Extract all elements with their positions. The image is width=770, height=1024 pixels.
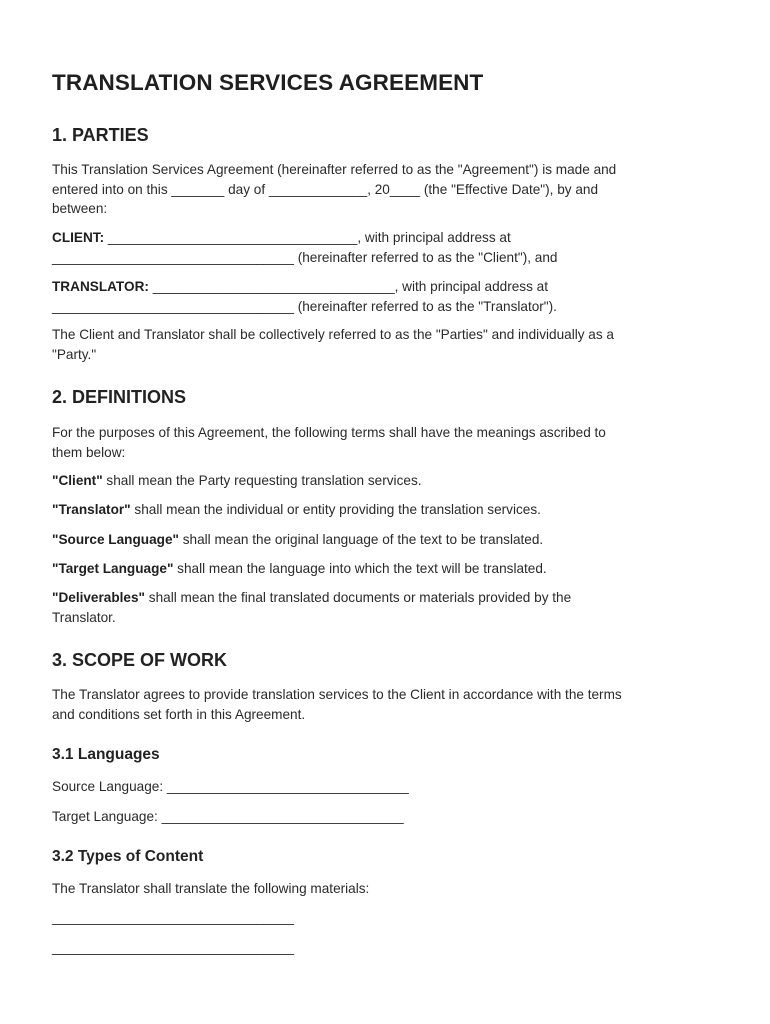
client-paragraph	[52, 228, 712, 267]
parties-intro-paragraph	[52, 160, 712, 219]
subsection-3-2-heading: 3.2 Types of Content	[52, 848, 204, 865]
definition-translator	[52, 500, 712, 520]
target-language-line: Target Language: ________________________________	[52, 809, 404, 824]
content-intro-paragraph	[52, 879, 712, 899]
scope-intro-paragraph	[52, 685, 712, 724]
definition-term: "Source Language"	[52, 532, 179, 547]
parties-line: "Party."	[52, 346, 97, 362]
definition-text-line-2: Translator.	[52, 609, 116, 625]
section-2-heading: 2. DEFINITIONS	[52, 387, 187, 407]
source-language-line: Source Language: ________________________________	[52, 779, 409, 794]
definition-client	[52, 471, 712, 491]
blank-line: ________________________________	[52, 910, 294, 925]
definitions-intro-paragraph	[52, 423, 712, 462]
definition-deliverables	[52, 588, 712, 627]
definition-term: "Client"	[52, 473, 103, 488]
parties-intro-line: entered into on this _______ day of _____________, 20____ (the "Effective Date"), by and	[52, 181, 599, 197]
definitions-intro-line: For the purposes of this Agreement, the following terms shall have the meanings ascribed to	[52, 425, 606, 440]
parties-definition-paragraph	[52, 325, 712, 364]
translator-line-rest: ________________________________, with principal address at	[148, 279, 549, 294]
source-language-field	[52, 777, 712, 797]
subsection-3-1-heading: 3.1 Languages	[52, 746, 160, 763]
blank-line: ________________________________	[52, 940, 294, 955]
definition-term: "Deliverables"	[52, 590, 145, 605]
definition-source-language	[52, 530, 712, 550]
scope-intro-line: The Translator agrees to provide translation services to the Client in accordance with the terms	[52, 687, 622, 702]
document-title: TRANSLATION SERVICES AGREEMENT	[52, 70, 484, 95]
definition-text: shall mean the individual or entity providing the translation services.	[130, 502, 541, 517]
parties-intro-line: This Translation Services Agreement (hereinafter referred to as the "Agreement") is made and	[52, 162, 617, 177]
content-intro-line: The Translator shall translate the following materials:	[52, 881, 370, 896]
translator-label: TRANSLATOR:	[52, 279, 149, 294]
content-blank-line-2	[52, 938, 712, 958]
section-3-heading: 3. SCOPE OF WORK	[52, 650, 228, 670]
parties-intro-line: between:	[52, 201, 108, 216]
definition-text: shall mean the final translated documents or materials provided by the	[145, 590, 572, 605]
definition-text: shall mean the original language of the text to be translated.	[178, 532, 544, 547]
section-1-heading: 1. PARTIES	[52, 125, 149, 145]
client-label: CLIENT:	[52, 230, 105, 245]
definition-text: shall mean the Party requesting translation services.	[102, 473, 422, 488]
client-line-rest: _________________________________, with principal address at	[104, 230, 511, 245]
translator-paragraph	[52, 277, 712, 316]
scope-intro-line: and conditions set forth in this Agreement.	[52, 706, 306, 722]
content-blank-line-1	[52, 908, 712, 928]
client-line-2: ________________________________ (hereinafter referred to as the "Client"), and	[52, 249, 558, 265]
definition-term: "Target Language"	[52, 561, 174, 576]
definition-text: shall mean the language into which the text will be translated.	[173, 561, 547, 576]
translator-line-2: ________________________________ (hereinafter referred to as the "Translator").	[52, 298, 557, 314]
definitions-intro-line: them below:	[52, 444, 126, 460]
definition-term: "Translator"	[52, 502, 131, 517]
parties-line: The Client and Translator shall be collectively referred to as the "Parties" and individually as a	[52, 327, 614, 342]
definition-target-language	[52, 559, 712, 579]
target-language-field	[52, 807, 712, 827]
